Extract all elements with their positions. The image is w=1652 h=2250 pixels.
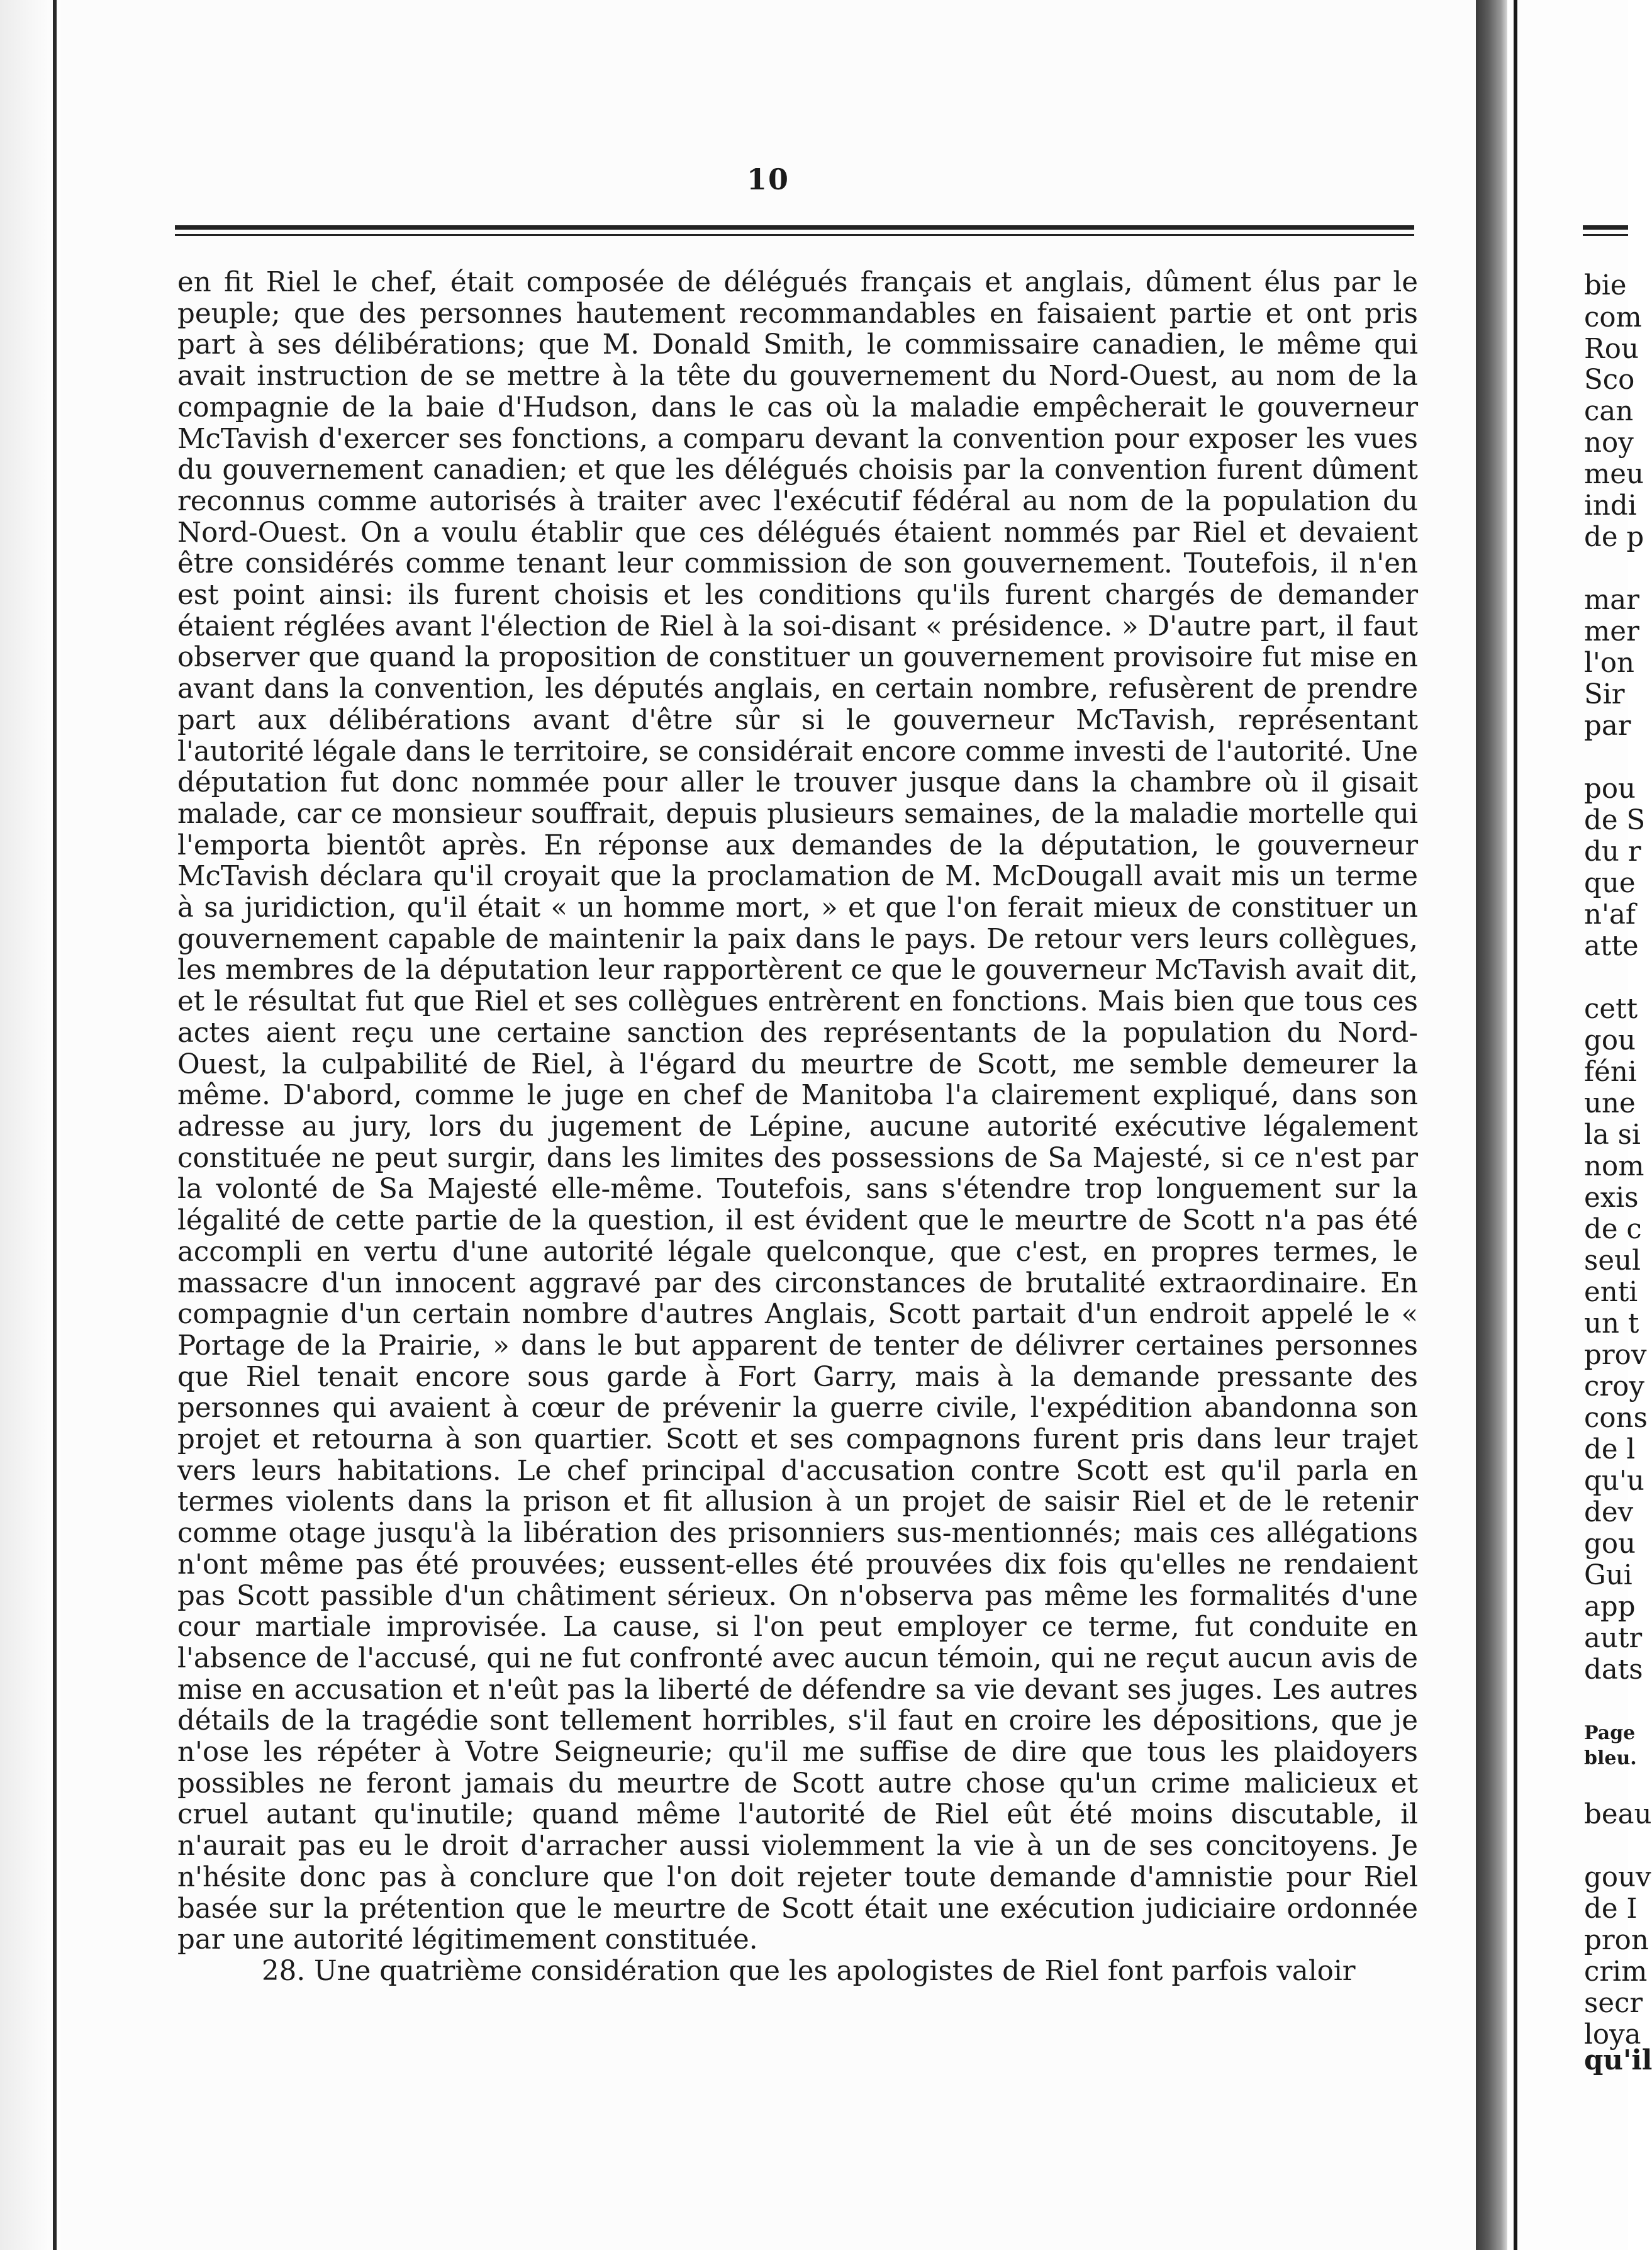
facing-page-fragment: can (1584, 396, 1634, 427)
facing-page-fragment: féni (1584, 1056, 1637, 1088)
facing-page-fragment: com (1584, 302, 1642, 333)
facing-header-rule-thin (1583, 234, 1628, 236)
scan-left-edge-line (53, 0, 57, 2250)
facing-page-fragment: de S (1584, 805, 1646, 836)
page-number: 10 (746, 162, 790, 196)
facing-page-fragment: qu'u (1584, 1465, 1644, 1497)
facing-page-fragment: la si (1584, 1119, 1641, 1151)
facing-page-fragment: pou (1584, 773, 1636, 805)
facing-page-fragment: de p (1584, 522, 1644, 553)
gutter-edge-line (1514, 0, 1517, 2250)
facing-page-fragment: un t (1584, 1308, 1639, 1340)
facing-page-fragment: Sco (1584, 364, 1635, 396)
facing-page-fragment: Sir (1584, 679, 1625, 710)
facing-page-fragment: n'af (1584, 899, 1636, 931)
facing-page (1519, 0, 1652, 2250)
facing-page-fragment: bie (1584, 270, 1627, 301)
facing-page-fragment: du r (1584, 836, 1641, 868)
facing-page-fragment: l'on (1584, 647, 1635, 679)
facing-page-fragment: prov (1584, 1340, 1647, 1371)
header-rule (175, 225, 1414, 230)
facing-page-fragment: cett (1584, 993, 1638, 1025)
facing-page-fragment: exis (1584, 1182, 1639, 1214)
facing-page-fragment: pron (1584, 1925, 1649, 1956)
facing-page-fragment: que (1584, 868, 1636, 899)
facing-page-fragment: crim (1584, 1956, 1648, 1988)
facing-page-fragment: qu'il (1584, 2044, 1652, 2076)
facing-page-fragment: une (1584, 1088, 1636, 1119)
facing-page-fragment: noy (1584, 427, 1634, 459)
facing-page-fragment: de c (1584, 1214, 1642, 1245)
facing-page-fragment: bleu. (1584, 1747, 1637, 1769)
facing-page-fragment: gou (1584, 1528, 1636, 1560)
facing-page-fragment: atte (1584, 931, 1639, 962)
facing-page-fragment: dev (1584, 1497, 1634, 1528)
facing-page-fragment: mer (1584, 616, 1639, 647)
facing-page-fragment: mar (1584, 585, 1639, 616)
document-page (60, 0, 1476, 2250)
facing-header-rule (1583, 225, 1628, 230)
body-paragraph: en fit Riel le chef, était composée de délégués français et anglais, dûment élus par le peuple; que des personnes hautement recommandables en faisaient partie et ont pris part à ses délibérations; que M. Donald Smith, le commissaire canadien, le même qui avait instruction de se mettre à la tête du gouvernement du Nord-Ouest, au nom de la compagnie de la baie d'Hudson, dans le cas où la maladie empêcherait le gouverneur McTavish d'exercer ses fonctions, a comparu devant la convention pour exposer les vues du gouvernement canadien; et que les délégués choisis par la convention furent dûment reconnus comme autorisés à traiter avec l'exécutif fédéral au nom de la population du Nord-Ouest. On a voulu établir que ces délégués étaient nommés par Riel et devaient être considérés comme tenant leur commission de son gouvernement. Toutefois, il n'en est point ainsi: ils furent choisis et les conditions qu'ils furent chargés de demander étaient réglées avant l'élection de Riel à la soi-disant « présidence. » D'autre part, il faut observer que quand la proposition de constituer un gouvernement provisoire fut mise en avant dans la convention, les députés anglais, en certain nombre, refusèrent de prendre part aux délibérations avant d'être sûr si le gouverneur McTavish, représentant l'autorité légale dans le territoire, se considérait encore comme investi de l'autorité. Une députation fut donc nommée pour aller le trouver jusque dans la chambre où il gisait malade, car ce monsieur souffrait, depuis plusieurs semaines, de la maladie mortelle qui l'emporta bientôt après. En réponse aux demandes de la députation, le gouverneur McTavish déclara qu'il croyait que la proclamation de M. McDougall avait mis un terme à sa juridiction, qu'il était « un homme mort, » et que l'on ferait mieux de constituer un gouvernement capable de maintenir la paix dans le pays. De retour vers leurs collègues, les membres de la députation leur rapportèrent ce que le gouverneur McTavish avait dit, et le résultat fut que Riel et ses collègues entrèrent en fonctions. Mais bien que tous ces actes aient reçu une certaine sanction des représentants de la population du Nord-Ouest, la culpabilité de Riel, à l'égard du meurtre de Scott, me semble demeurer la même. D'abord, comme le juge en chef de Manitoba l'a clairement expliqué, dans son adresse au jury, lors du jugement de Lépine, aucune autorité exécutive légalement constituée ne peut surgir, dans les limites des possessions de Sa Majesté, si ce n'est par la volonté de Sa Majesté elle-même. Toutefois, sans s'étendre trop longuement sur la légalité de cette partie de la question, il est évident que le meurtre de Scott n'a pas été accompli en vertu d'une autorité légale quelconque, que c'est, en propres termes, le massacre d'un innocent aggravé par des circonstances de brutalité extraordinaire. En compagnie d'un certain nombre d'autres Anglais, Scott partait d'un endroit appelé le « Portage de la Prairie, » dans le but apparent de tenter de délivrer certaines personnes que Riel tenait encore sous garde à Fort Garry, mais à la demande pressante des personnes qui avaient à cœur de prévenir la guerre civile, l'expédition abandonna son projet et retourna à son quartier. Scott et ses compagnons furent pris dans leur trajet vers leurs habitations. Le chef principal d'accusation contre Scott est qu'il parla en termes violents dans la prison et fit allusion à un projet de saisir Riel et de le retenir comme otage jusqu'à la libération des prisonniers sus-mentionnés; mais ces allégations n'ont même pas été prouvées; eussent-elles été prouvées dix fois qu'elles ne rendaient pas Scott passible d'un châtiment sérieux. On n'observa pas même les formalités d'une cour martiale improvisée. La cause, si l'on peut employer ce terme, fut conduite en l'absence de l'accusé, qui ne fut confronté avec aucun témoin, qui ne reçut aucun avis de mise en accusation et n'eût pas la liberté de défendre sa vie devant ses juges. Les autres détails de la tragédie sont tellement horribles, s'il faut en croire les dépositions, que je n'ose les répéter à Votre Seigneurie; qu'il me suffise de dire que tous les plaidoyers possibles ne feront jamais du meurtre de Scott autre chose qu'un crime malicieux et cruel autant qu'inutile; quand même l'autorité de Riel eût été moins discutable, il n'aurait pas eu le droit d'arracher aussi violemment la vie à un de ses concitoyens. Je n'hésite donc pas à conclure que l'on doit rejeter toute demande d'amnistie pour Riel basée sur la prétention que le meurtre de Scott était une exécution judiciaire ordonnée par une autorité légitimement constituée. (177, 267, 1418, 1956)
facing-page-fragment: seul (1584, 1245, 1641, 1277)
facing-page-fragment: enti (1584, 1277, 1638, 1308)
facing-page-fragment: de l (1584, 1434, 1636, 1465)
facing-page-fragment: par (1584, 710, 1631, 742)
book-gutter (1476, 0, 1507, 2250)
facing-page-fragment: dats (1584, 1654, 1643, 1686)
facing-page-fragment: loya (1584, 2019, 1641, 2051)
facing-page-fragment: gouv (1584, 1862, 1651, 1893)
facing-page-fragment: croy (1584, 1371, 1644, 1402)
scan-left-margin (0, 0, 58, 2250)
facing-page-fragment: gou (1584, 1025, 1636, 1056)
header-rule-thin (175, 234, 1414, 236)
facing-page-fragment: meu (1584, 459, 1644, 490)
facing-page-fragment: app (1584, 1591, 1636, 1623)
facing-page-fragment: beau (1584, 1799, 1652, 1830)
facing-page-fragment: Rou (1584, 333, 1639, 365)
facing-page-fragment: autr (1584, 1623, 1643, 1654)
facing-page-fragment: cons (1584, 1402, 1648, 1434)
body-text (177, 267, 1418, 1988)
facing-page-fragment: secr (1584, 1988, 1643, 2019)
facing-page-fragment: de I (1584, 1893, 1638, 1925)
facing-page-fragment: nom (1584, 1151, 1644, 1182)
paragraph-28: 28. Une quatrième considération que les apologistes de Riel font parfois valoir (262, 1955, 1356, 1987)
facing-page-fragment: Page (1584, 1722, 1636, 1744)
facing-page-fragment: indi (1584, 490, 1637, 522)
facing-page-fragment: Gui (1584, 1560, 1632, 1591)
